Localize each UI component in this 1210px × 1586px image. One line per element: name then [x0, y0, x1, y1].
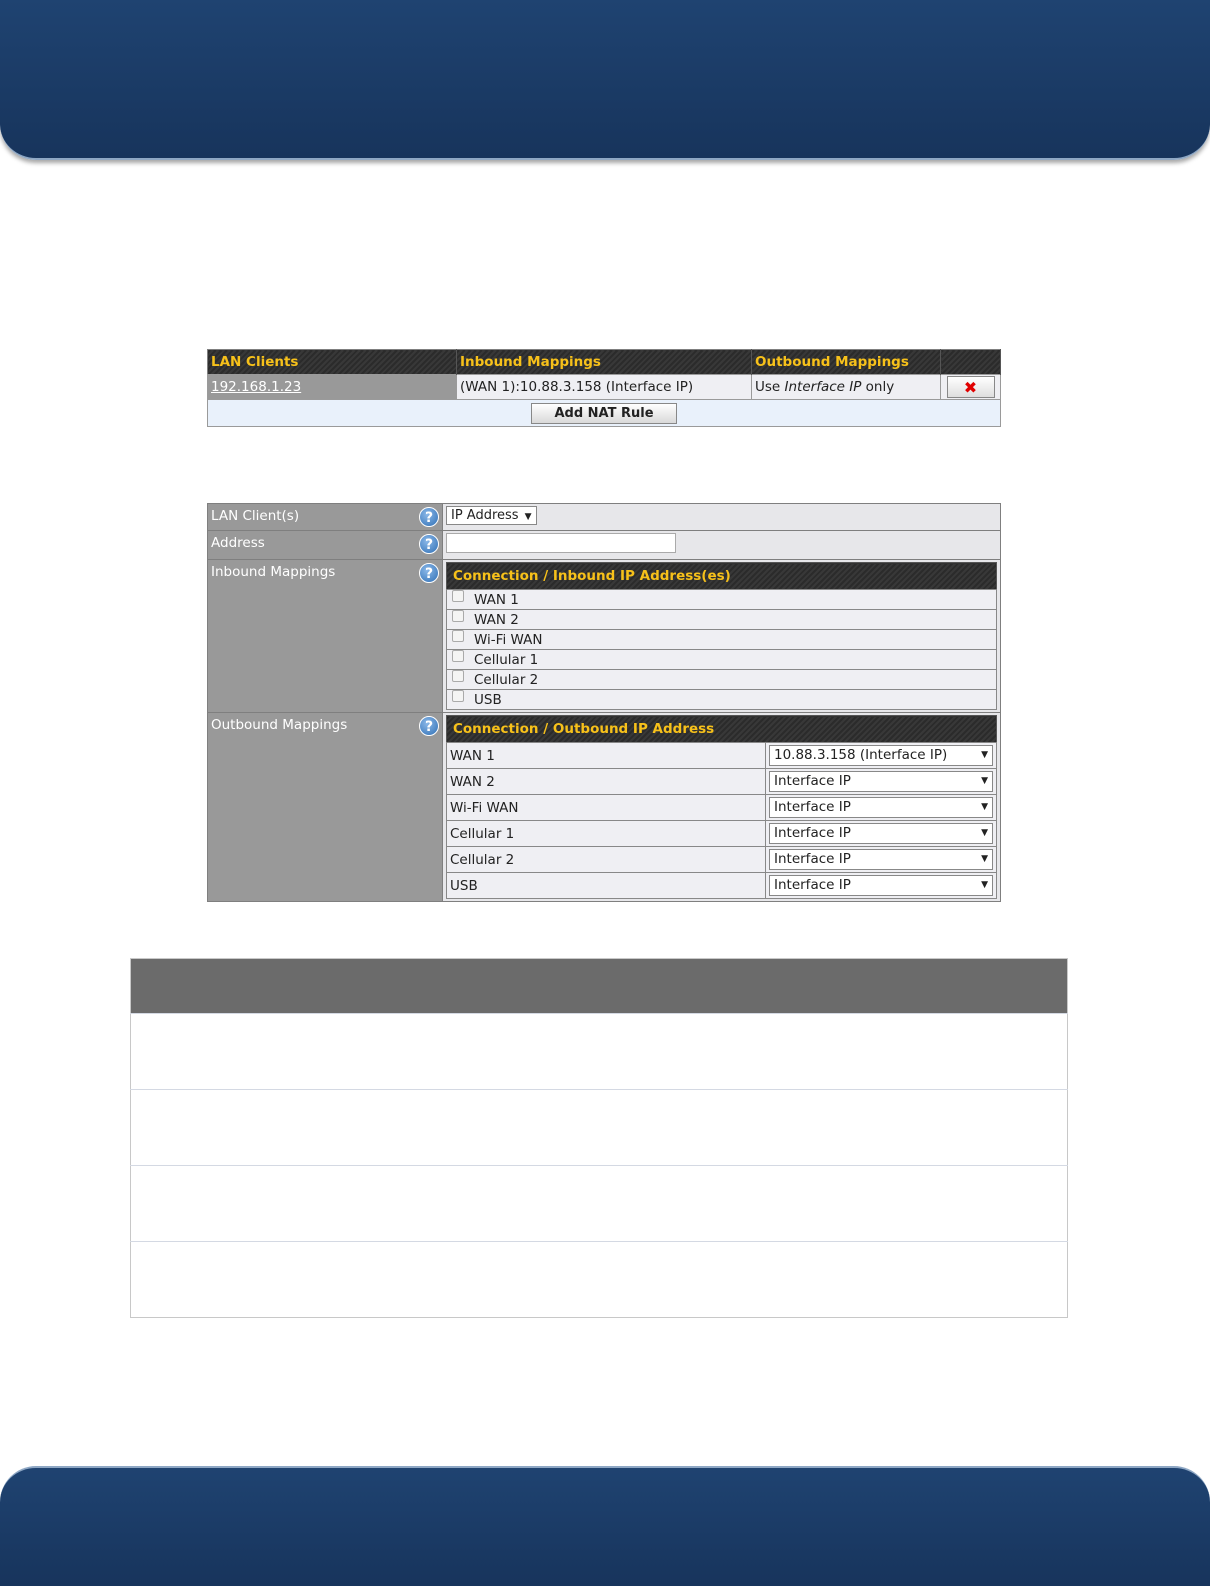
lan-client-cell: [208, 375, 457, 400]
cellular1-checkbox[interactable]: [452, 650, 464, 662]
wan2-outbound-select[interactable]: [769, 771, 993, 792]
inbound-item-label: WAN 2: [474, 611, 519, 628]
outbound-prefix: Use: [755, 379, 785, 395]
wan1-outbound-select[interactable]: [769, 745, 993, 766]
table-row: [447, 847, 997, 873]
inbound-mappings-table: [446, 562, 997, 710]
table-row: [447, 743, 997, 769]
header-actions: [941, 350, 1001, 375]
inbound-item-label: Cellular 1: [474, 651, 539, 668]
nat-rule-form: [207, 503, 1001, 902]
list-item: [447, 590, 997, 610]
outbound-select-cell: [766, 821, 997, 847]
address-input[interactable]: [446, 533, 676, 553]
dropdown-arrow-icon: ▼: [981, 854, 988, 864]
outbound-mappings-label: Outbound Mappings: [211, 717, 348, 733]
dropdown-arrow-icon: ▼: [524, 512, 532, 522]
cellular2-checkbox[interactable]: [452, 670, 464, 682]
add-rule-cell: [208, 400, 1001, 427]
outbound-suffix: only: [861, 379, 895, 395]
form-row-inbound: [208, 560, 1001, 713]
lan-clients-value-cell: [443, 504, 1001, 531]
wifi-wan-checkbox[interactable]: [452, 630, 464, 642]
outbound-select-cell: [766, 769, 997, 795]
add-nat-rule-button[interactable]: Add NAT Rule: [531, 403, 677, 424]
table-row: [447, 795, 997, 821]
list-item: [447, 610, 997, 630]
table-row: [131, 1090, 1068, 1166]
list-item: [447, 690, 997, 710]
select-value: Interface IP: [774, 799, 851, 815]
outbound-label-cell: [208, 713, 443, 902]
outbound-emphasis: Interface IP: [784, 379, 862, 395]
lan-clients-label-cell: [208, 504, 443, 531]
table-row: [131, 1242, 1068, 1318]
add-rule-row: [208, 400, 1001, 427]
dropdown-arrow-icon: ▼: [981, 776, 988, 786]
address-label-cell: [208, 531, 443, 560]
dropdown-arrow-icon: ▼: [981, 802, 988, 812]
delete-cell: [941, 375, 1001, 400]
inbound-table-header: Connection / Inbound IP Address(es): [447, 563, 997, 590]
outbound-select-cell: [766, 847, 997, 873]
outbound-value-cell: [443, 713, 1001, 902]
lan-client-link[interactable]: 192.168.1.23: [211, 379, 302, 395]
outbound-table-header: Connection / Outbound IP Address: [447, 716, 997, 743]
help-icon[interactable]: ?: [419, 563, 439, 583]
delete-rule-button[interactable]: [947, 376, 995, 398]
bottom-banner: [0, 1466, 1210, 1586]
inbound-label-cell: [208, 560, 443, 713]
cellular1-outbound-select[interactable]: [769, 823, 993, 844]
list-item: [447, 630, 997, 650]
info-table: [130, 958, 1068, 1318]
header-outbound-mappings: Outbound Mappings: [752, 350, 941, 375]
help-icon[interactable]: ?: [419, 716, 439, 736]
wifi-wan-outbound-select[interactable]: [769, 797, 993, 818]
inbound-item-label: Cellular 2: [474, 671, 539, 688]
form-row-address: [208, 531, 1001, 560]
outbound-select-cell: [766, 743, 997, 769]
table-row: [447, 873, 997, 899]
lan-clients-label: LAN Client(s): [211, 508, 300, 524]
nat-rules-table: [207, 349, 1001, 427]
table-row: [447, 769, 997, 795]
red-x-icon: ✖: [963, 377, 978, 397]
lan-clients-select-value: IP Address: [451, 508, 519, 523]
dropdown-arrow-icon: ▼: [981, 828, 988, 838]
inbound-item-label: USB: [474, 691, 502, 708]
usb-outbound-select[interactable]: [769, 875, 993, 896]
select-value: Interface IP: [774, 851, 851, 867]
inbound-value-cell: [443, 560, 1001, 713]
outbound-connection: USB: [447, 873, 766, 899]
help-icon[interactable]: ?: [419, 534, 439, 554]
address-value-cell: [443, 531, 1001, 560]
help-icon[interactable]: ?: [419, 507, 439, 527]
table-row: [208, 375, 1001, 400]
table-row: [131, 1014, 1068, 1090]
outbound-select-cell: [766, 873, 997, 899]
wan2-checkbox[interactable]: [452, 610, 464, 622]
select-value: Interface IP: [774, 877, 851, 893]
select-value: Interface IP: [774, 825, 851, 841]
lan-clients-select[interactable]: [446, 506, 537, 525]
address-label: Address: [211, 535, 265, 551]
table-row: [447, 821, 997, 847]
inbound-item-label: WAN 1: [474, 591, 519, 608]
list-item: [447, 650, 997, 670]
usb-checkbox[interactable]: [452, 690, 464, 702]
cellular2-outbound-select[interactable]: [769, 849, 993, 870]
info-table-header: [131, 959, 1068, 1014]
header-inbound-mappings: Inbound Mappings: [457, 350, 752, 375]
dropdown-arrow-icon: ▼: [981, 880, 988, 890]
header-lan-clients: LAN Clients: [208, 350, 457, 375]
outbound-connection: WAN 2: [447, 769, 766, 795]
outbound-connection: Wi-Fi WAN: [447, 795, 766, 821]
inbound-mapping-cell: (WAN 1):10.88.3.158 (Interface IP): [457, 375, 752, 400]
inbound-mappings-label: Inbound Mappings: [211, 564, 336, 580]
nat-table-header: [208, 350, 1001, 375]
inbound-item-label: Wi-Fi WAN: [474, 631, 543, 648]
outbound-connection: Cellular 2: [447, 847, 766, 873]
outbound-mappings-table: [446, 715, 997, 899]
top-banner: [0, 0, 1210, 160]
select-value: 10.88.3.158 (Interface IP): [774, 747, 948, 763]
outbound-connection: WAN 1: [447, 743, 766, 769]
form-row-lan-clients: [208, 504, 1001, 531]
select-value: Interface IP: [774, 773, 851, 789]
list-item: [447, 670, 997, 690]
outbound-select-cell: [766, 795, 997, 821]
dropdown-arrow-icon: ▼: [981, 750, 988, 760]
outbound-connection: Cellular 1: [447, 821, 766, 847]
table-row: [131, 1166, 1068, 1242]
wan1-checkbox[interactable]: [452, 590, 464, 602]
form-row-outbound: [208, 713, 1001, 902]
outbound-mapping-cell: [752, 375, 941, 400]
